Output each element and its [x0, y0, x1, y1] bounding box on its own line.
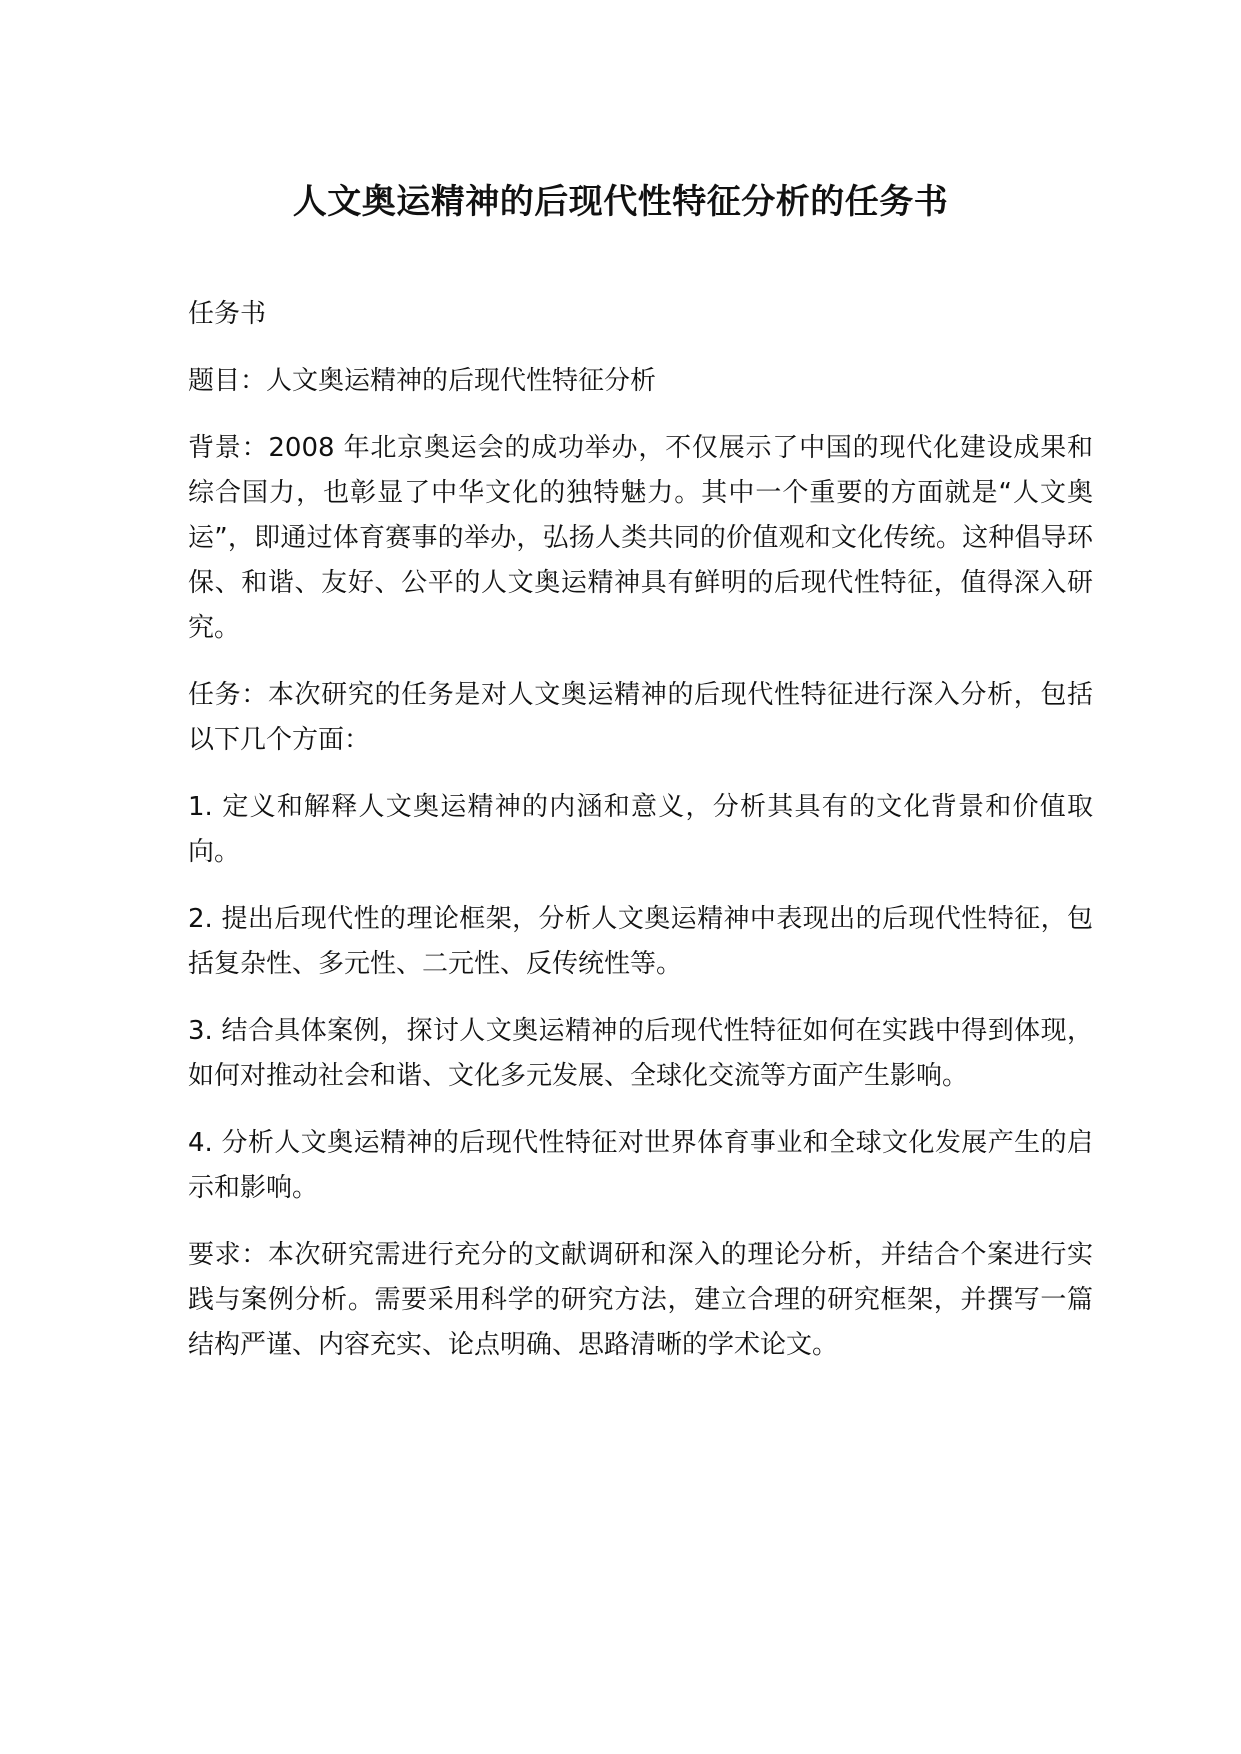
- task-item-4: 4. 分析人文奥运精神的后现代性特征对世界体育事业和全球文化发展产生的启示和影响。: [188, 1128, 1093, 1203]
- task-item-3: 3. 结合具体案例，探讨人文奥运精神的后现代性特征如何在实践中得到体现，如何对推动社会和谐、文化多元发展、全球化交流等方面产生影响。: [188, 1016, 1093, 1091]
- task-item-2: 2. 提出后现代性的理论框架，分析人文奥运精神中表现出的后现代性特征，包括复杂性、多元性、二元性、反传统性等。: [188, 904, 1093, 979]
- topic-paragraph: 题目：人文奥运精神的后现代性特征分析: [188, 366, 657, 396]
- background-paragraph: 背景：2008 年北京奥运会的成功举办，不仅展示了中国的现代化建设成果和综合国力，也彰显了中华文化的独特魅力。其中一个重要的方面就是“人文奥运”，即通过体育赛事的举办，弘扬人类共同的价值观和文化传统。这种倡导环保、和谐、友好、公平的人文奥运精神具有鲜明的后现代性特征，值得深入研究。: [188, 433, 1093, 643]
- doc-type-label: 任务书: [188, 299, 267, 329]
- task-paragraph: 任务：本次研究的任务是对人文奥运精神的后现代性特征进行深入分析，包括以下几个方面：: [188, 680, 1093, 755]
- document-title: 人文奥运精神的后现代性特征分析的任务书: [292, 182, 949, 222]
- requirements-paragraph: 要求：本次研究需进行充分的文献调研和深入的理论分析，并结合个案进行实践与案例分析。需要采用科学的研究方法，建立合理的研究框架，并撰写一篇结构严谨、内容充实、论点明确、思路清晰的学术论文。: [188, 1240, 1093, 1360]
- task-item-1: 1. 定义和解释人文奥运精神的内涵和意义，分析其具有的文化背景和价值取向。: [188, 792, 1093, 867]
- document-body: [188, 292, 1093, 1390]
